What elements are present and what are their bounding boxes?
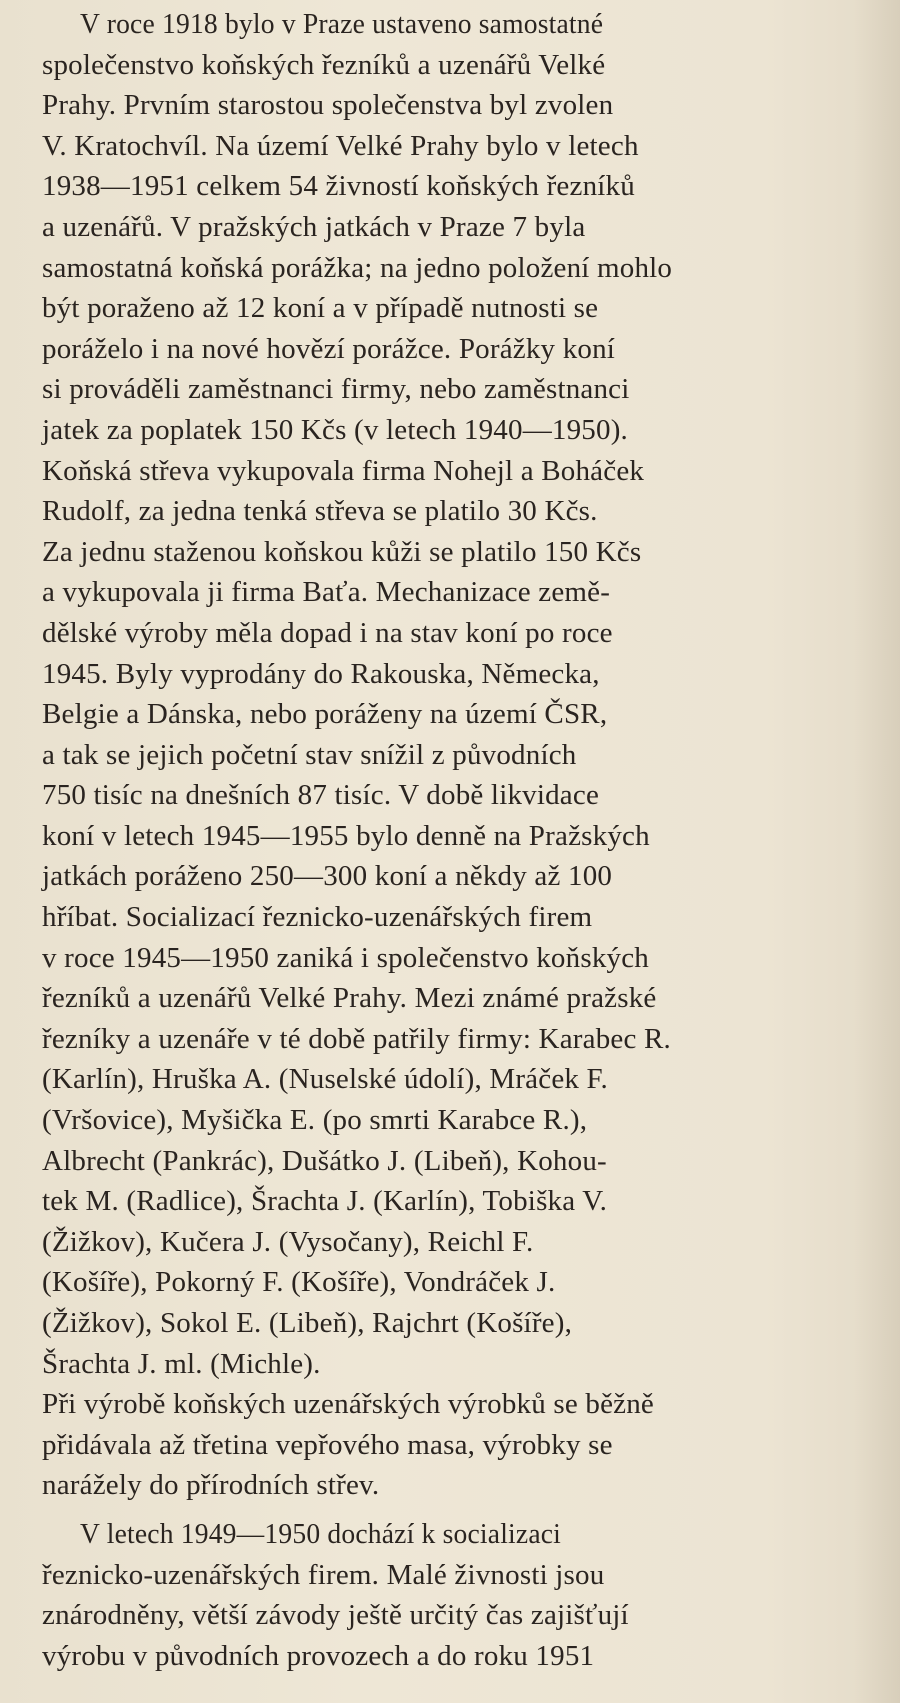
text-line: (Žižkov), Kučera J. (Vysočany), Reichl F.	[42, 1225, 534, 1258]
paragraph	[42, 1514, 854, 1676]
text-line: V. Kratochvíl. Na území Velké Prahy bylo v letech	[42, 129, 639, 162]
text-line: hříbat. Socializací řeznicko-uzenářských firem	[42, 901, 593, 934]
text-line: řezníky a uzenáře v té době patřily firmy: Karabec R.	[42, 1022, 671, 1055]
text-line: Rudolf, za jedna tenká střeva se platilo 30 Kčs.	[42, 495, 598, 528]
text-line: a tak se jejich početní stav snížil z původních	[42, 738, 577, 771]
page-margin-bleed	[854, 0, 900, 1703]
text-line: koní v letech 1945—1955 bylo denně na Pražských	[42, 819, 650, 852]
text-line: Belgie a Dánska, nebo poráženy na území ČSR,	[42, 698, 608, 731]
text-line: řezníků a uzenářů Velké Prahy. Mezi známé pražské	[42, 982, 657, 1015]
text-line: 750 tisíc na dnešních 87 tisíc. V době likvidace	[42, 779, 600, 812]
text-line: jatek za poplatek 150 Kčs (v letech 1940—1950).	[42, 413, 629, 446]
text-line: Za jednu staženou koňskou kůži se platilo 150 Kčs	[42, 535, 642, 568]
text-line: Koňská střeva vykupovala firma Nohejl a Boháček	[42, 454, 645, 487]
text-line: samostatná koňská porážka; na jedno položení mohlo	[42, 251, 673, 284]
text-line: jatkách poráženo 250—300 koní a někdy až 100	[42, 860, 613, 893]
text-line: narážely do přírodních střev.	[42, 1469, 380, 1502]
paragraph	[42, 1384, 854, 1506]
text-line: (Vršovice), Myšička E. (po smrti Karabce R.),	[42, 1104, 588, 1137]
text-line: (Karlín), Hruška A. (Nuselské údolí), Mráček F.	[42, 1063, 609, 1096]
paragraph	[42, 4, 854, 1384]
text-line: společenstvo koňských řezníků a uzenářů Velké	[42, 48, 606, 81]
text-line: (Žižkov), Sokol E. (Libeň), Rajchrt (Košíře),	[42, 1307, 573, 1339]
text-line: přidávala až třetina vepřového masa, výrobky se	[42, 1428, 613, 1461]
text-line: řeznicko-uzenářských firem. Malé živnosti jsou	[42, 1558, 605, 1591]
paragraph-gap	[42, 1506, 854, 1514]
body-text	[42, 4, 854, 1676]
text-line: Prahy. Prvním starostou společenstva byl zvolen	[42, 89, 614, 122]
text-line: Při výrobě koňských uzenářských výrobků se běžně	[42, 1388, 654, 1421]
text-line: tek M. (Radlice), Šrachta J. (Karlín), Tobiška V.	[42, 1185, 608, 1218]
text-line: výrobu v původních provozech a do roku 1951	[42, 1639, 595, 1672]
text-line: V roce 1918 bylo v Praze ustaveno samostatné	[80, 8, 604, 40]
text-line: znárodněny, větší závody ještě určitý čas zajišťují	[42, 1599, 629, 1632]
text-line: 1945. Byly vyprodány do Rakouska, Německa,	[42, 657, 600, 690]
text-line: V letech 1949—1950 dochází k socializaci	[80, 1517, 562, 1550]
text-line: být poraženo až 12 koní a v případě nutnosti se	[42, 292, 599, 325]
text-line: Albrecht (Pankrác), Dušátko J. (Libeň), Kohou-	[42, 1144, 607, 1177]
text-line: a uzenářů. V pražských jatkách v Praze 7 byla	[42, 210, 586, 243]
text-line: si prováděli zaměstnanci firmy, nebo zaměstnanci	[42, 373, 630, 406]
text-line: Šrachta J. ml. (Michle).	[42, 1347, 321, 1380]
text-line: (Košíře), Pokorný F. (Košíře), Vondráček J.	[42, 1266, 556, 1299]
text-line: poráželo i na nové hovězí porážce. Porážky koní	[42, 332, 616, 365]
text-line: v roce 1945—1950 zaniká i společenstvo koňských	[42, 941, 649, 974]
text-line: a vykupovala ji firma Baťa. Mechanizace země-	[42, 576, 611, 609]
text-line: 1938—1951 celkem 54 živností koňských řezníků	[42, 170, 635, 203]
text-line: dělské výroby měla dopad i na stav koní po roce	[42, 616, 613, 649]
